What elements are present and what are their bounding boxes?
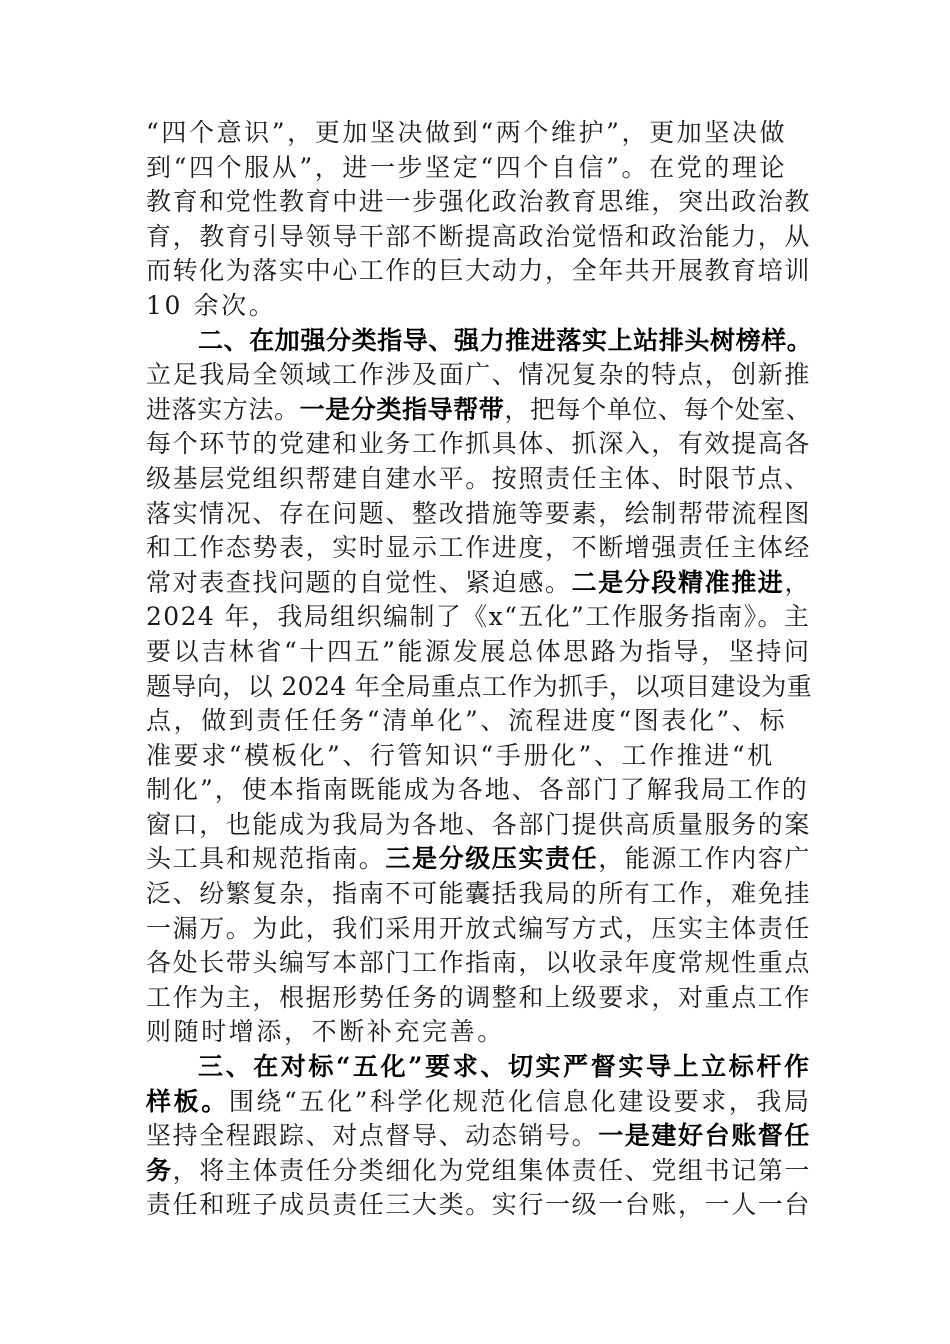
text-line: 级基层党组织帮建自建水平。按照责任主体、时限节点、 [146,463,812,493]
text-line: 各处长带头编写本部门工作指南，以收录年度常规性重点 [146,948,812,978]
text-run: ，能源工作内容广 [598,844,812,874]
text-line: 落实情况、存在问题、整改措施等要素，绘制帮带流程图 [146,498,812,528]
text-run: 围绕“五化”科学化规范化信息化建设要求，我局 [228,1086,812,1116]
text-line: 工作为主，根据形势任务的调整和上级要求，对重点工作 [146,982,812,1012]
text-run: 进落实方法。 [146,394,300,424]
text-run: 常对表查找问题的自觉性、紧迫感。 [146,567,572,597]
section-heading-3 [146,1050,812,1085]
text-line: 每个环节的党建和业务工作抓具体、抓深入，有效提高各 [146,429,812,459]
bold-point-1-continued: 务 [146,1155,173,1185]
text-line: 则随时增添，不断补充完善。 [146,1017,505,1047]
text-line: “四个意识”，更加坚决做到“两个维护”，更加坚决做 [146,118,788,147]
heading-text: 二、在加强分类指导、强力推进落实上站排头树榜样。 [198,325,813,355]
text-line: 题导向，以 2024 年全局重点工作为抓手，以项目建设为重 [146,671,813,701]
text-run: 坚持全程跟踪、对点督导、动态销号。 [146,1121,599,1151]
text-line [146,1085,812,1120]
text-line: 和工作态势表，实时显示工作进度，不断增强责任主体经 [146,533,812,563]
text-line: 10 余次。 [146,290,277,320]
text-line: 准要求“模板化”、行管知识“手册化”、工作推进“机 [146,740,775,770]
text-run: ，将主体责任分类细化为党组集体责任、党组书记第一 [172,1155,812,1185]
text-line: 立足我局全领域工作涉及面广、情况复杂的特点，创新推 [146,360,812,390]
text-line: 育，教育引导领导干部不断提高政治觉悟和政治能力，从 [146,221,812,251]
text-line: 窗口，也能成为我局为各地、各部门提供高质量服务的案 [146,809,812,839]
text-line: 而转化为落实中心工作的巨大动力，全年共开展教育培训 [146,256,812,286]
text-line: 制化”，使本指南既能成为各地、各部门了解我局工作的 [146,775,809,805]
text-line: 2024 年，我局组织编制了《x“五化”工作服务指南》。主 [146,602,811,632]
text-run: 头工具和规范指南。 [146,844,386,874]
bold-point-1: 一是分类指导帮带 [299,394,505,424]
bold-point-1: 一是建好台账督任 [598,1121,812,1151]
bold-point-2: 二是分段精准推进 [571,567,785,597]
text-run: ，把每个单位、每个处室、 [504,394,812,424]
section-heading-2 [146,324,812,359]
heading-text-continued: 样板。 [146,1086,229,1116]
heading-text: 三、在对标“五化”要求、切实严督实导上立标杆作 [198,1052,812,1082]
text-line: 点，做到责任任务“清单化”、流程进度“图表化”、标 [146,706,788,736]
text-line [146,842,812,877]
text-line: 一漏万。为此，我们采用开放式编写方式，压实主体责任 [146,913,812,943]
text-line: 教育和党性教育中进一步强化政治教育思维，突出政治教 [146,187,812,217]
text-line: 到“四个服从”，进一步坚定“四个自信”。在党的理论 [146,152,788,182]
text-line: 责任和班子成员责任三大类。实行一级一台账，一人一台 [146,1190,812,1220]
paragraph-political-education [146,116,812,324]
text-run: ， [784,567,812,597]
bold-point-3: 三是分级压实责任 [385,844,599,874]
document-body [146,116,812,1223]
text-line [146,393,812,428]
text-line [146,1119,812,1154]
paragraph-classified-guidance [146,324,812,1050]
text-line: 要以吉林省“十四五”能源发展总体思路为指导，坚持问 [146,636,812,666]
text-line: 泛、纷繁复杂，指南不可能囊括我局的所有工作，难免挂 [146,879,812,909]
text-line [146,1154,812,1189]
text-line [146,566,812,601]
paragraph-benchmark-supervision [146,1050,812,1223]
